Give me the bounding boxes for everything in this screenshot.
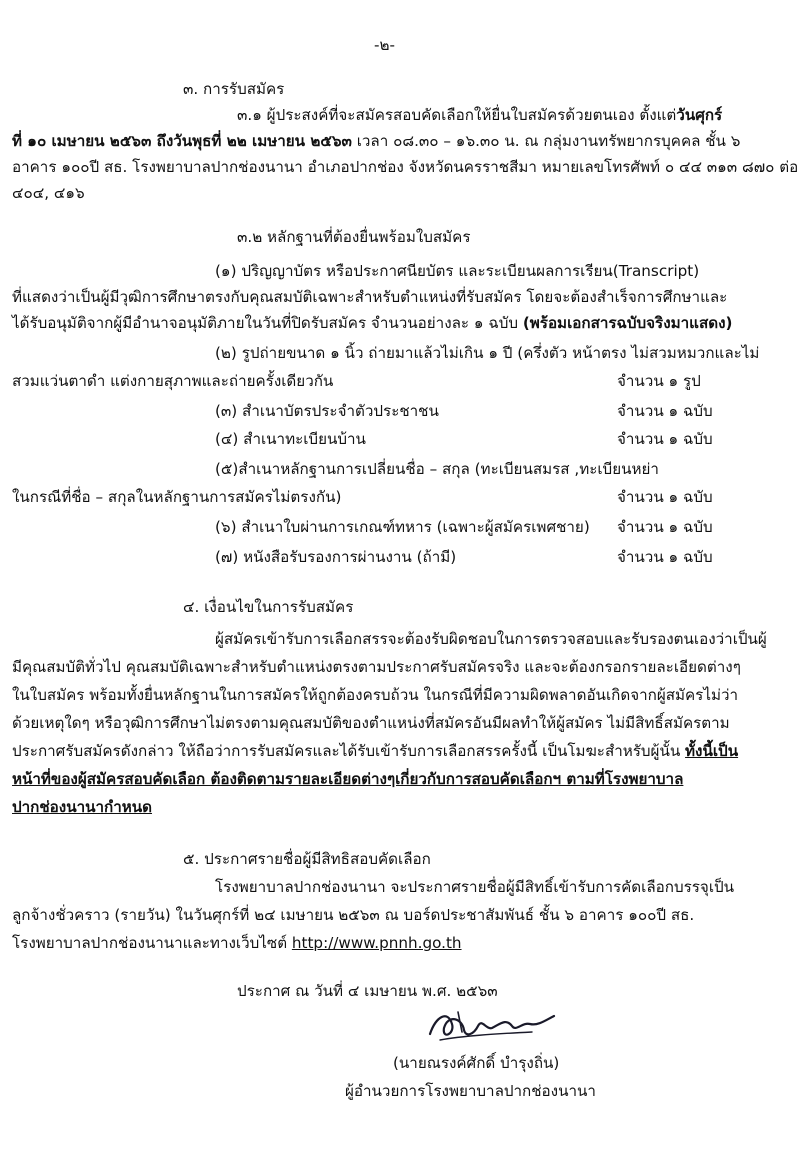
s31-line-4: ๔๐๔, ๔๑๖ [12, 184, 85, 202]
s4-line-5 [12, 740, 738, 762]
s31-line-2 [12, 130, 740, 152]
item-4-amount: จำนวน ๑ ฉบับ [617, 430, 713, 448]
signer-title: ผู้อำนวยการโรงพยาบาลปากช่องนานา [345, 1082, 596, 1100]
item-1-line-3-text: ได้รับอนุมัติจากผู้มีอำนาจอนุมัติภายในวันที่ปิดรับสมัคร จำนวนอย่างละ ๑ ฉบับ [12, 314, 523, 332]
s4-line-4: ด้วยเหตุใดๆ หรือวุฒิการศึกษาไม่ตรงตามคุณสมบัติของตำแหน่งที่สมัครอันมีผลทำให้ผู้สมัคร ไม่มีสิทธิ์สมัครตาม [12, 714, 730, 732]
s31-line-1-text: ๓.๑ ผู้ประสงค์ที่จะสมัครสอบคัดเลือกให้ยื่นใบสมัครด้วยตนเอง ตั้งแต่ [237, 106, 677, 124]
s31-start-day: วันศุกร์ [676, 106, 723, 124]
item-1-line-3 [12, 312, 732, 334]
item-2-line-1: (๒) รูปถ่ายขนาด ๑ นิ้ว ถ่ายมาแล้วไม่เกิน ๑ ปี (ครึ่งตัว หน้าตรง ไม่สวมหมวกและไม่ [215, 344, 760, 362]
s5-line-3 [12, 932, 462, 954]
s4-duty-line: หน้าที่ของผู้สมัครสอบคัดเลือก ต้องติดตามรายละเอียดต่างๆเกี่ยวกับการสอบคัดเลือกฯ ตามที่โรงพยาบาล [12, 770, 684, 788]
item-1-original-note: (พร้อมเอกสารฉบับจริงมาแสดง) [522, 314, 733, 332]
announcement-date: ประกาศ ณ วันที่ ๔ เมษายน พ.ศ. ๒๕๖๓ [237, 982, 498, 1000]
s5-line-1: โรงพยาบาลปากช่องนานา จะประกาศรายชื่อผู้มีสิทธิ์เข้ารับการคัดเลือกบรรจุเป็น [215, 878, 735, 896]
s31-date-range: ที่ ๑๐ เมษายน ๒๕๖๓ ถึงวันพุธที่ ๒๒ เมษายน ๒๕๖๓ [12, 132, 352, 150]
s5-line-2: ลูกจ้างชั่วคราว (รายวัน) ในวันศุกร์ที่ ๒๔ เมษายน ๒๕๖๓ ณ บอร์ดประชาสัมพันธ์ ชั้น ๖ อาคาร ๑๐๐ปี สธ. [12, 906, 695, 924]
section-5-heading: ๕. ประกาศรายชื่อผู้มีสิทธิสอบคัดเลือก [183, 850, 431, 868]
s4-duty-start: ทั้งนี้เป็น [685, 742, 739, 760]
section-4-heading: ๔. เงื่อนไขในการรับสมัคร [183, 598, 354, 616]
section-3-heading: ๓. การรับสมัคร [183, 80, 285, 98]
s4-line-5-text: ประกาศรับสมัครดังกล่าว ให้ถือว่าการรับสมัครและได้รับเข้ารับการเลือกสรรครั้งนี้ เป็นโมฆะสำหรับผู้นั้น [12, 742, 686, 760]
item-2-amount: จำนวน ๑ รูป [617, 372, 701, 390]
item-5-amount: จำนวน ๑ ฉบับ [617, 488, 713, 506]
item-4-text: (๔) สำเนาทะเบียนบ้าน [215, 430, 366, 448]
s4-line-3: ในใบสมัคร พร้อมทั้งยื่นหลักฐานในการสมัครให้ถูกต้องครบถ้วน ในกรณีที่มีความผิดพลาดอันเกิดจากผู้สมัครไม่ว่า [12, 686, 739, 704]
section-3-2-heading: ๓.๒ หลักฐานที่ต้องยื่นพร้อมใบสมัคร [237, 228, 471, 246]
s4-duty-end: ปากช่องนานากำหนด [12, 798, 153, 816]
item-1-line-2: ที่แสดงว่าเป็นผู้มีวุฒิการศึกษาตรงกับคุณสมบัติเฉพาะสำหรับตำแหน่งที่รับสมัคร โดยจะต้องสำเร็จการศึกษาและ [12, 288, 728, 306]
signer-name: (นายณรงค์ศักดิ์ บำรุงถิ่น) [393, 1054, 560, 1072]
s4-line-1: ผู้สมัครเข้ารับการเลือกสรรจะต้องรับผิดชอบในการตรวจสอบและรับรองตนเองว่าเป็นผู้ [215, 630, 767, 648]
item-3-amount: จำนวน ๑ ฉบับ [617, 402, 713, 420]
item-7-amount: จำนวน ๑ ฉบับ [617, 548, 713, 566]
s31-line-1 [237, 104, 722, 126]
item-3-text: (๓) สำเนาบัตรประจำตัวประชาชน [215, 402, 439, 420]
page-number: -๒- [374, 36, 395, 54]
item-2-line-2: สวมแว่นตาดำ แต่งกายสุภาพและถ่ายครั้งเดียวกัน [12, 372, 334, 390]
s4-line-2: มีคุณสมบัติทั่วไป คุณสมบัติเฉพาะสำหรับตำแหน่งตรงตามประกาศรับสมัครจริง และจะต้องกรอกรายละเอียดต่างๆ [12, 658, 741, 676]
item-5-line-1: (๕)สำเนาหลักฐานการเปลี่ยนชื่อ – สกุล (ทะเบียนสมรส ,ทะเบียนหย่า [215, 460, 659, 478]
item-6-amount: จำนวน ๑ ฉบับ [617, 518, 713, 536]
s31-time-location: เวลา ๐๘.๓๐ – ๑๖.๓๐ น. ณ กลุ่มงานทรัพยากรบุคคล ชั้น ๖ [351, 132, 741, 150]
item-6-text: (๖) สำเนาใบผ่านการเกณฑ์ทหาร (เฉพาะผู้สมัครเพศชาย) [215, 518, 590, 536]
s31-line-3: อาคาร ๑๐๐ปี สธ. โรงพยาบาลปากช่องนานา อำเภอปากช่อง จังหวัดนครราชสีมา หมายเลขโทรศัพท์ ๐ ๔๔ ๓๑๓ ๘๗๐ ต่อ [12, 158, 799, 176]
s5-line-3-text: โรงพยาบาลปากช่องนานาและทางเว็บไซต์ [12, 934, 292, 952]
item-5-line-2: ในกรณีที่ชื่อ – สกุลในหลักฐานการสมัครไม่ตรงกัน) [12, 488, 342, 506]
handwritten-signature [422, 1004, 562, 1052]
item-1-line-1: (๑) ปริญญาบัตร หรือประกาศนียบัตร และระเบียนผลการเรียน(Transcript) [215, 262, 700, 280]
item-7-text: (๗) หนังสือรับรองการผ่านงาน (ถ้ามี) [215, 548, 457, 566]
website-link[interactable]: http://www.pnnh.go.th [291, 934, 462, 952]
